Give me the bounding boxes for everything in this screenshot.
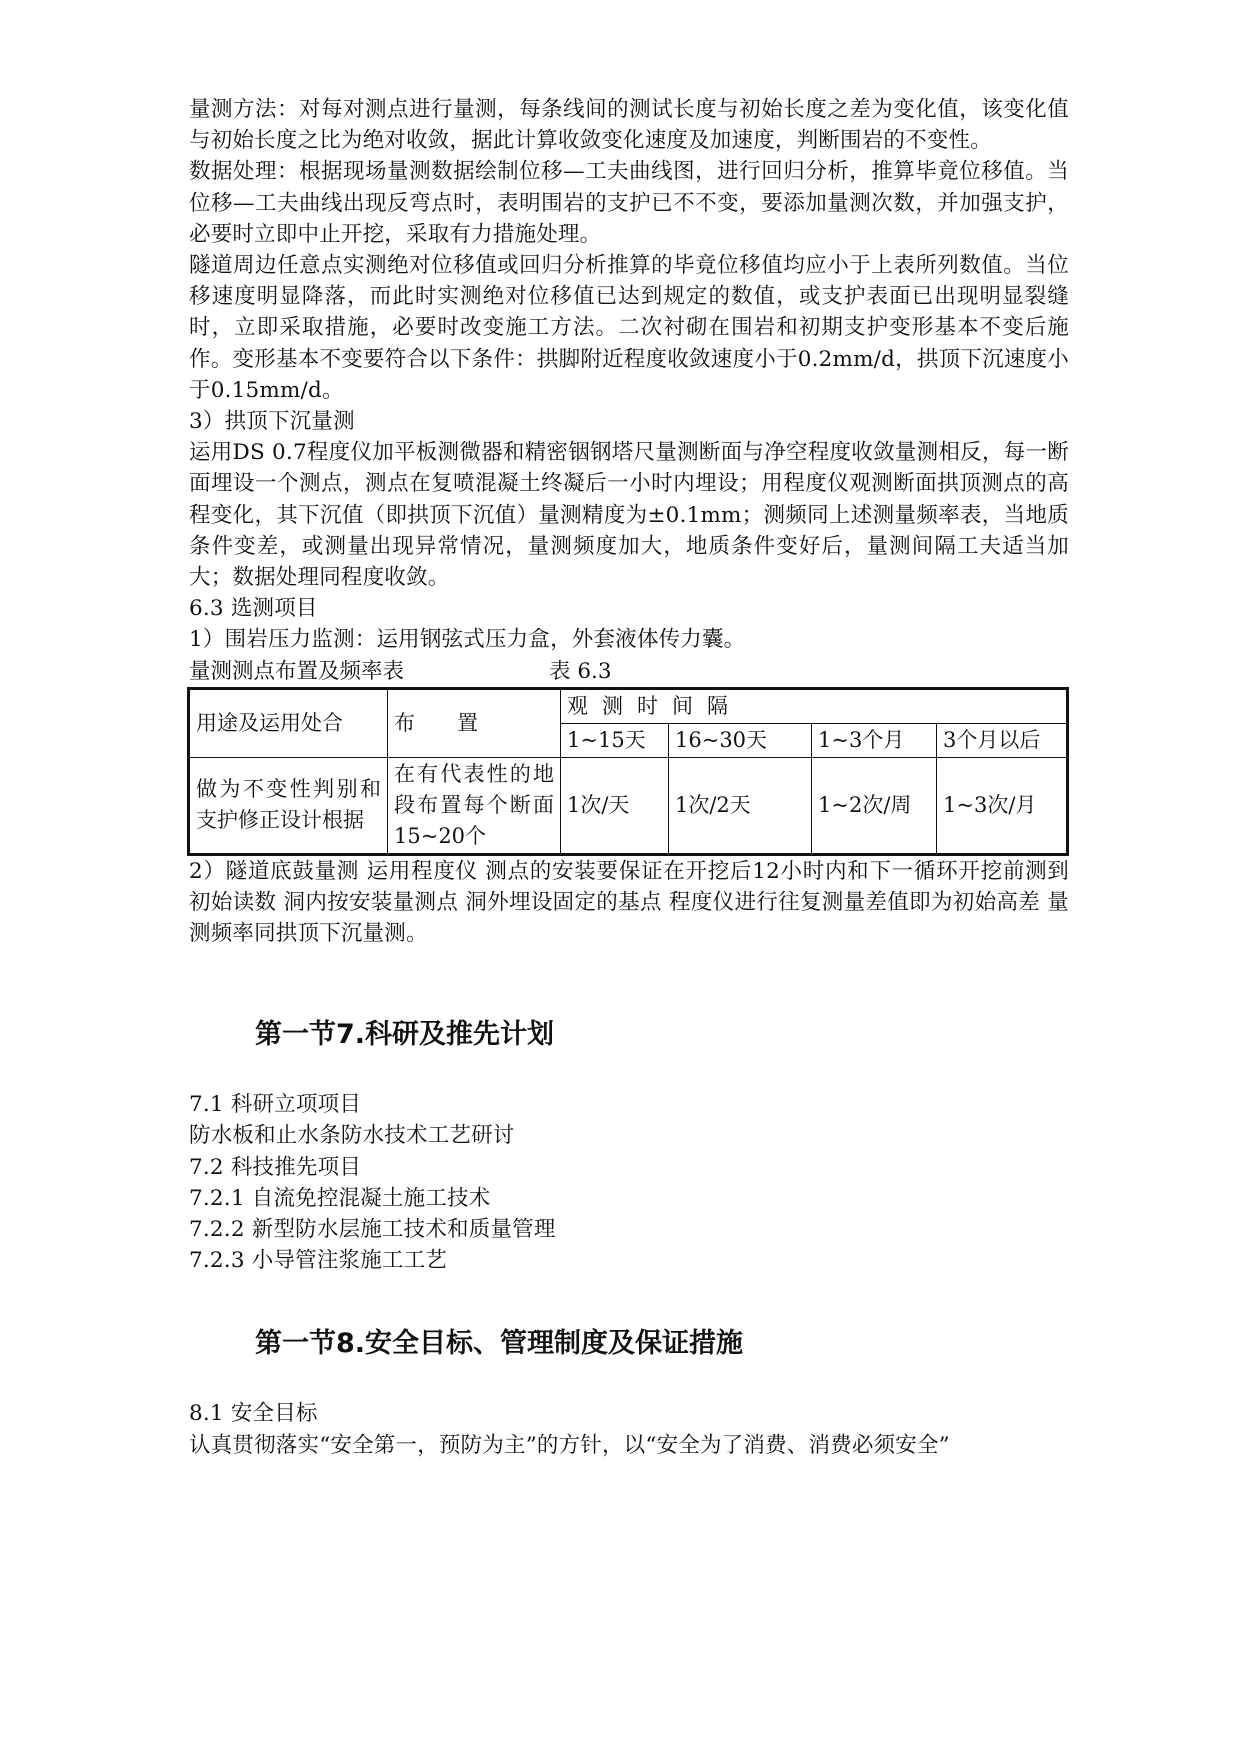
table-caption	[189, 656, 1069, 687]
paragraph-displacement-criteria: 隧道周边任意点实测绝对位移值或回归分析推算的毕竟位移值均应小于上表所列数值。当位移速度明显降落，而此时实测绝对位移值已达到规定的数值，或支护表面已出现明显裂缝时，立即采取措施，必要时改变施工方法。二次衬砌在围岩和初期支护变形基本不变后施作。变形基本不变要符合以下条件：拱脚附近程度收敛速度小于0.2mm/d，拱顶下沉速度小于0.15mm/d。	[189, 253, 1069, 403]
row-position: 在有代表性的地段布置每个断面15~20个	[388, 757, 561, 854]
interval-cell: 3个月以后	[937, 723, 1068, 757]
interval-cell: 1~15天	[561, 723, 669, 757]
interval-cell: 16~30天	[669, 723, 812, 757]
frequency-table	[187, 687, 1069, 856]
table-row	[189, 757, 1068, 854]
paragraph-measurement-method: 量测方法：对每对测点进行量测，每条线间的测试长度与初始长度之差为变化值，该变化值与初始长度之比为绝对收敛，据此计算收敛变化速度及加速度，判断围岩的不变性。	[189, 97, 1069, 154]
interval-cell: 1~3个月	[812, 723, 937, 757]
document-page	[189, 94, 1069, 1461]
row-value: 1~2次/周	[812, 757, 937, 854]
paragraph-rock-pressure: 1）围岩压力监测：运用钢弦式压力盒，外套液体传力囊。	[189, 627, 746, 653]
header-position: 布 置	[388, 688, 561, 757]
row-value: 1次/天	[561, 757, 669, 854]
table-number: 表 6.3	[549, 658, 612, 684]
section7-item: 7.1 科研立项项目	[189, 1092, 362, 1118]
section7-item: 7.2.2 新型防水层施工技术和质量管理	[189, 1217, 556, 1243]
table-title: 量测测点布置及频率表	[189, 658, 405, 684]
heading-crown-settlement: 3）拱顶下沉量测	[189, 409, 355, 435]
row-value: 1~3次/月	[937, 757, 1068, 854]
section7-item: 防水板和止水条防水技术工艺研讨	[189, 1123, 515, 1149]
section8-title: 第一节8.安全目标、管理制度及保证措施	[255, 1328, 744, 1360]
paragraph-floor-heave: 2）隧道底鼓量测 运用程度仪 测点的安装要保证在开挖后12小时内和下一循环开挖前测到初始读数 洞内按安装量测点 洞外埋设固定的基点 程度仪进行往复测量差值即为初始高差 量测频率同拱顶下沉量测。	[189, 858, 1069, 947]
section8-item: 8.1 安全目标	[189, 1401, 318, 1427]
header-interval: 观测时间隔	[561, 688, 1068, 723]
heading-optional-items: 6.3 选测项目	[189, 596, 318, 622]
paragraph-crown-settlement: 运用DS 0.7程度仪加平板测微器和精密铟钢塔尺量测断面与净空程度收敛量测相反，每一断面埋设一个测点，测点在复喷混凝土终凝后一小时内埋设；用程度仪观测断面拱顶测点的高程变化，其下沉值（即拱顶下沉值）量测精度为±0.1mm；测频同上述测量频率表，当地质条件变差，或测量出现异常情况，量测频度加大，地质条件变好后，量测间隔工夫适当加大；数据处理同程度收敛。	[189, 440, 1069, 591]
paragraph-data-processing: 数据处理：根据现场量测数据绘制位移—工夫曲线图，进行回归分析，推算毕竟位移值。当位移—工夫曲线出现反弯点时，表明围岩的支护已不不变，要添加量测次数，并加强支护，必要时立即中止开挖，采取有力措施处理。	[189, 159, 1069, 247]
row-value: 1次/2天	[669, 757, 812, 854]
row-use: 做为不变性判别和支护修正设计根据	[189, 757, 388, 854]
table-header-row	[189, 688, 1068, 723]
section7-item: 7.2.1 自流免控混凝土施工技术	[189, 1185, 491, 1211]
section7-item: 7.2.3 小导管注浆施工工艺	[189, 1248, 448, 1274]
section7-item: 7.2 科技推先项目	[189, 1154, 362, 1180]
section8-item: 认真贯彻落实“安全第一，预防为主”的方针，以“安全为了消费、消费必须安全”	[189, 1432, 950, 1458]
header-use: 用途及运用处合	[189, 688, 388, 757]
section7-title: 第一节7.科研及推先计划	[255, 1019, 555, 1051]
